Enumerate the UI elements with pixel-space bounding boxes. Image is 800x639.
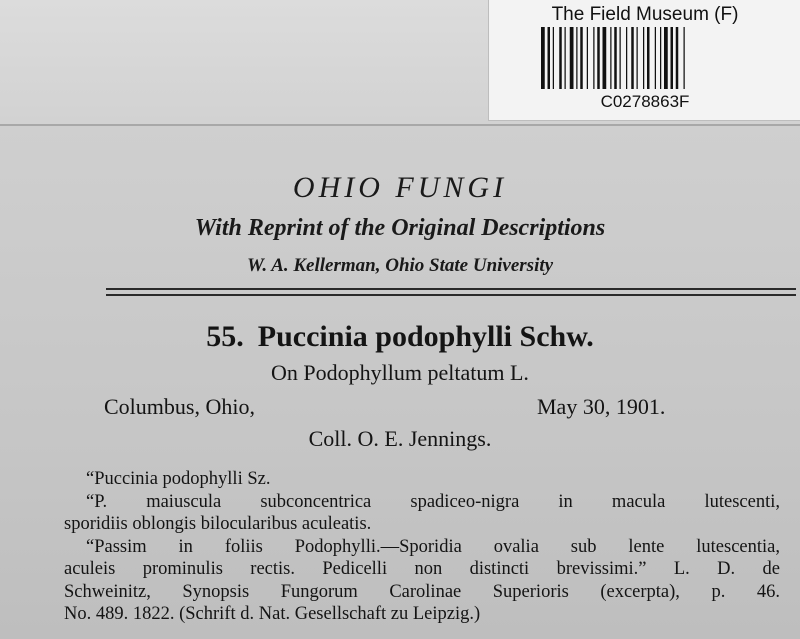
description-line: Schweinitz, Synopsis Fungorum Carolinae Superioris (excerpta), p. 46. bbox=[64, 581, 780, 602]
original-description bbox=[64, 468, 780, 626]
institution-name: The Field Museum (F) bbox=[551, 4, 739, 25]
description-line: aculeis prominulis rectis. Pedicelli non distincti brevissimi.” L. D. de bbox=[64, 559, 780, 579]
label-title: OHIO FUNGI bbox=[292, 171, 508, 204]
description-line: “Passim in foliis Podophylli.—Sporidia ovalia sub lente lutescentia, bbox=[86, 536, 780, 557]
barcode-label bbox=[488, 0, 800, 121]
description-line: No. 489. 1822. (Schrift d. Nat. Gesellschaft zu Leipzig.) bbox=[64, 604, 481, 624]
collector: Coll. O. E. Jennings. bbox=[308, 426, 492, 451]
collection-date: May 30, 1901. bbox=[537, 394, 666, 419]
species-heading bbox=[0, 320, 800, 354]
species-name: Puccinia podophylli Schw. bbox=[257, 320, 594, 353]
description-line: “Puccinia podophylli Sz. bbox=[86, 469, 271, 489]
description-line: sporidiis oblongis bilocularibus aculeatis. bbox=[64, 514, 372, 534]
label-author: W. A. Kellerman, Ohio State University bbox=[246, 255, 554, 276]
divider-rule bbox=[106, 288, 796, 290]
catalog-number: C0278863F bbox=[600, 92, 690, 111]
description-line: “P. maiuscula subconcentrica spadiceo-nigra in macula lutescenti, bbox=[86, 491, 780, 512]
species-number: 55. bbox=[206, 320, 244, 353]
host-plant: On Podophyllum peltatum L. bbox=[271, 360, 529, 385]
collection-locality: Columbus, Ohio, bbox=[104, 394, 255, 419]
divider-rule bbox=[106, 294, 796, 296]
label-subtitle: With Reprint of the Original Descriptions bbox=[194, 215, 606, 241]
barcode-image bbox=[541, 27, 791, 89]
